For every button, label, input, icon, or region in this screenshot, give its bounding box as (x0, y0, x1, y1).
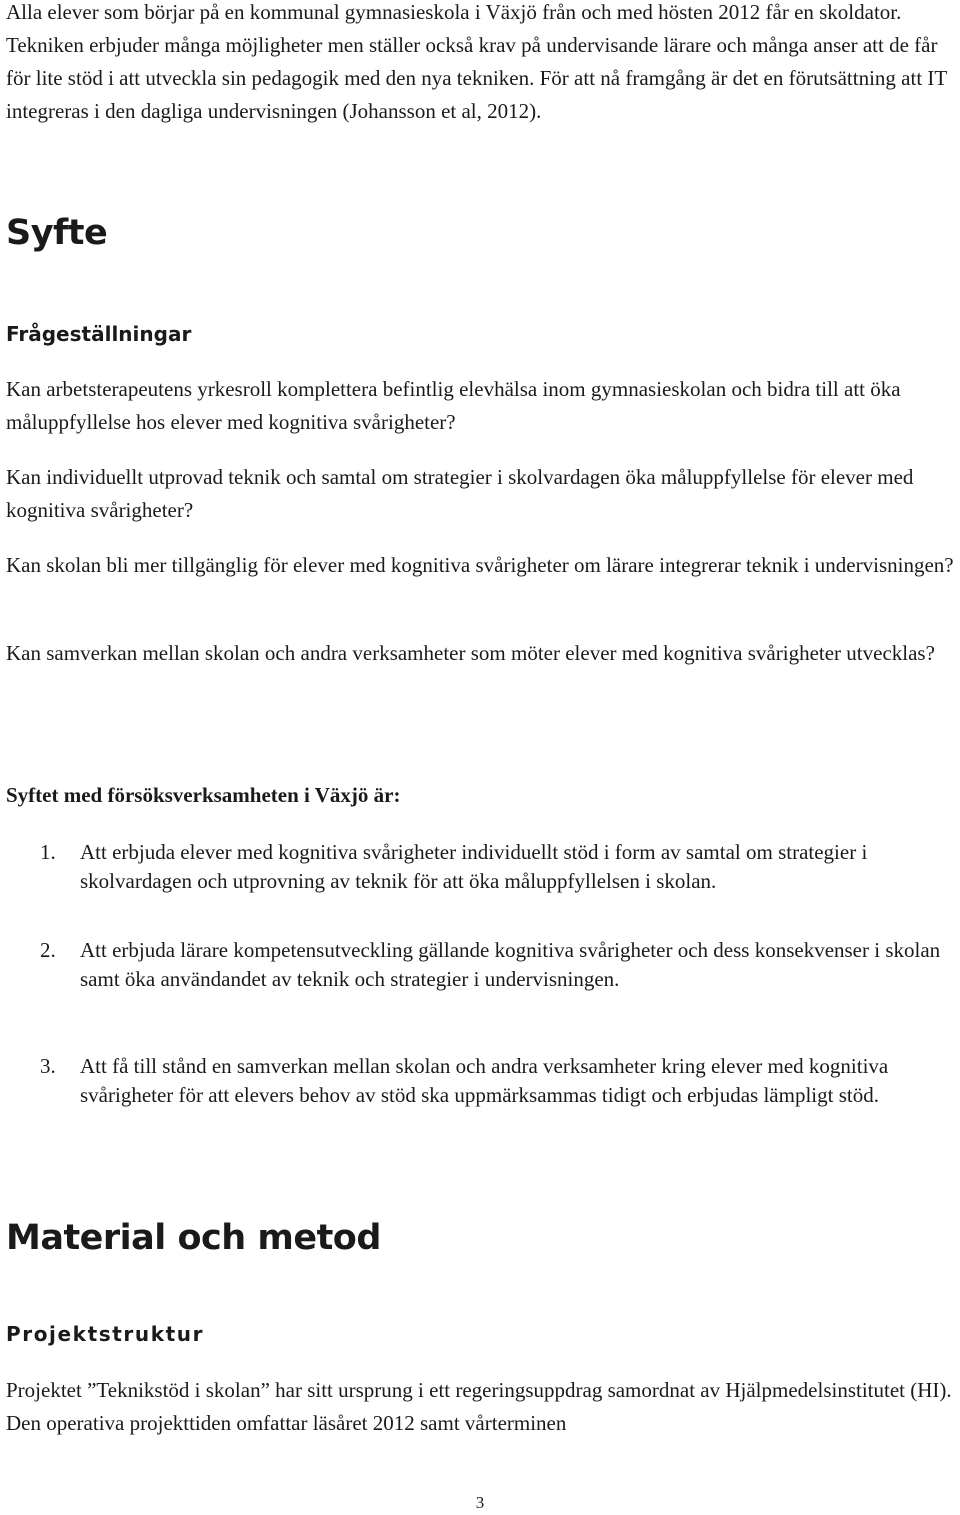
subheading-syftet-med: Syftet med försöksverksamheten i Växjö är: (6, 783, 401, 807)
question-1: Kan arbetsterapeutens yrkesroll komplettera befintlig elevhälsa inom gymnasieskolan och bidra till att öka måluppfyllelse hos elever med kognitiva svårigheter? (6, 377, 901, 434)
goal-item-2 (40, 936, 960, 994)
goal-number: 3. (40, 1054, 56, 1078)
section-heading-material: Material och metod (6, 1218, 381, 1258)
subheading-fragestallningar: Frågeställningar (6, 322, 192, 346)
goal-text: Att få till stånd en samverkan mellan skolan och andra verksamheter kring elever med kognitiva svårigheter för att elevers behov av stöd ska uppmärksammas tidigt och erbjudas lämpligt stöd. (80, 1054, 889, 1107)
goal-text: Att erbjuda elever med kognitiva svårigheter individuellt stöd i form av samtal om strategier i skolvardagen och utprovning av teknik för att öka måluppfyllelsen i skolan. (80, 840, 868, 893)
projekt-paragraph: Projektet ”Teknikstöd i skolan” har sitt ursprung i ett regeringsuppdrag samordnat av Hjälpmedelsinstitutet (HI). Den operativa projekttiden omfattar läsåret 2012 samt vårterminen (6, 1378, 952, 1435)
goal-item-3 (40, 1052, 960, 1110)
intro-paragraph: Alla elever som börjar på en kommunal gymnasieskola i Växjö från och med hösten 2012 får en skoldator. Tekniken erbjuder många möjligheter men ställer också krav på undervisande lärare och många anser att de får för lite stöd i att utveckla sin pedagogik med den nya tekniken. För att nå framgång är det en förutsättning att IT integreras i den dagliga undervisningen (Johansson et al, 2012). (6, 0, 947, 123)
section-heading-syfte: Syfte (6, 213, 108, 253)
subheading-projektstruktur: Projektstruktur (6, 1322, 205, 1346)
question-2: Kan individuellt utprovad teknik och samtal om strategier i skolvardagen öka måluppfyllelse för elever med kognitiva svårigheter? (6, 465, 914, 522)
question-4: Kan samverkan mellan skolan och andra verksamheter som möter elever med kognitiva svårigheter utvecklas? (6, 641, 935, 665)
question-3: Kan skolan bli mer tillgänglig för elever med kognitiva svårigheter om lärare integrerar teknik i undervisningen? (6, 553, 954, 577)
goal-item-1 (40, 838, 960, 896)
goal-number: 1. (40, 840, 56, 864)
page-number: 3 (475, 1493, 485, 1512)
goal-text: Att erbjuda lärare kompetensutveckling gällande kognitiva svårigheter och dess konsekvenser i skolan samt öka användandet av teknik och strategier i undervisningen. (80, 938, 941, 991)
goal-number: 2. (40, 938, 56, 962)
